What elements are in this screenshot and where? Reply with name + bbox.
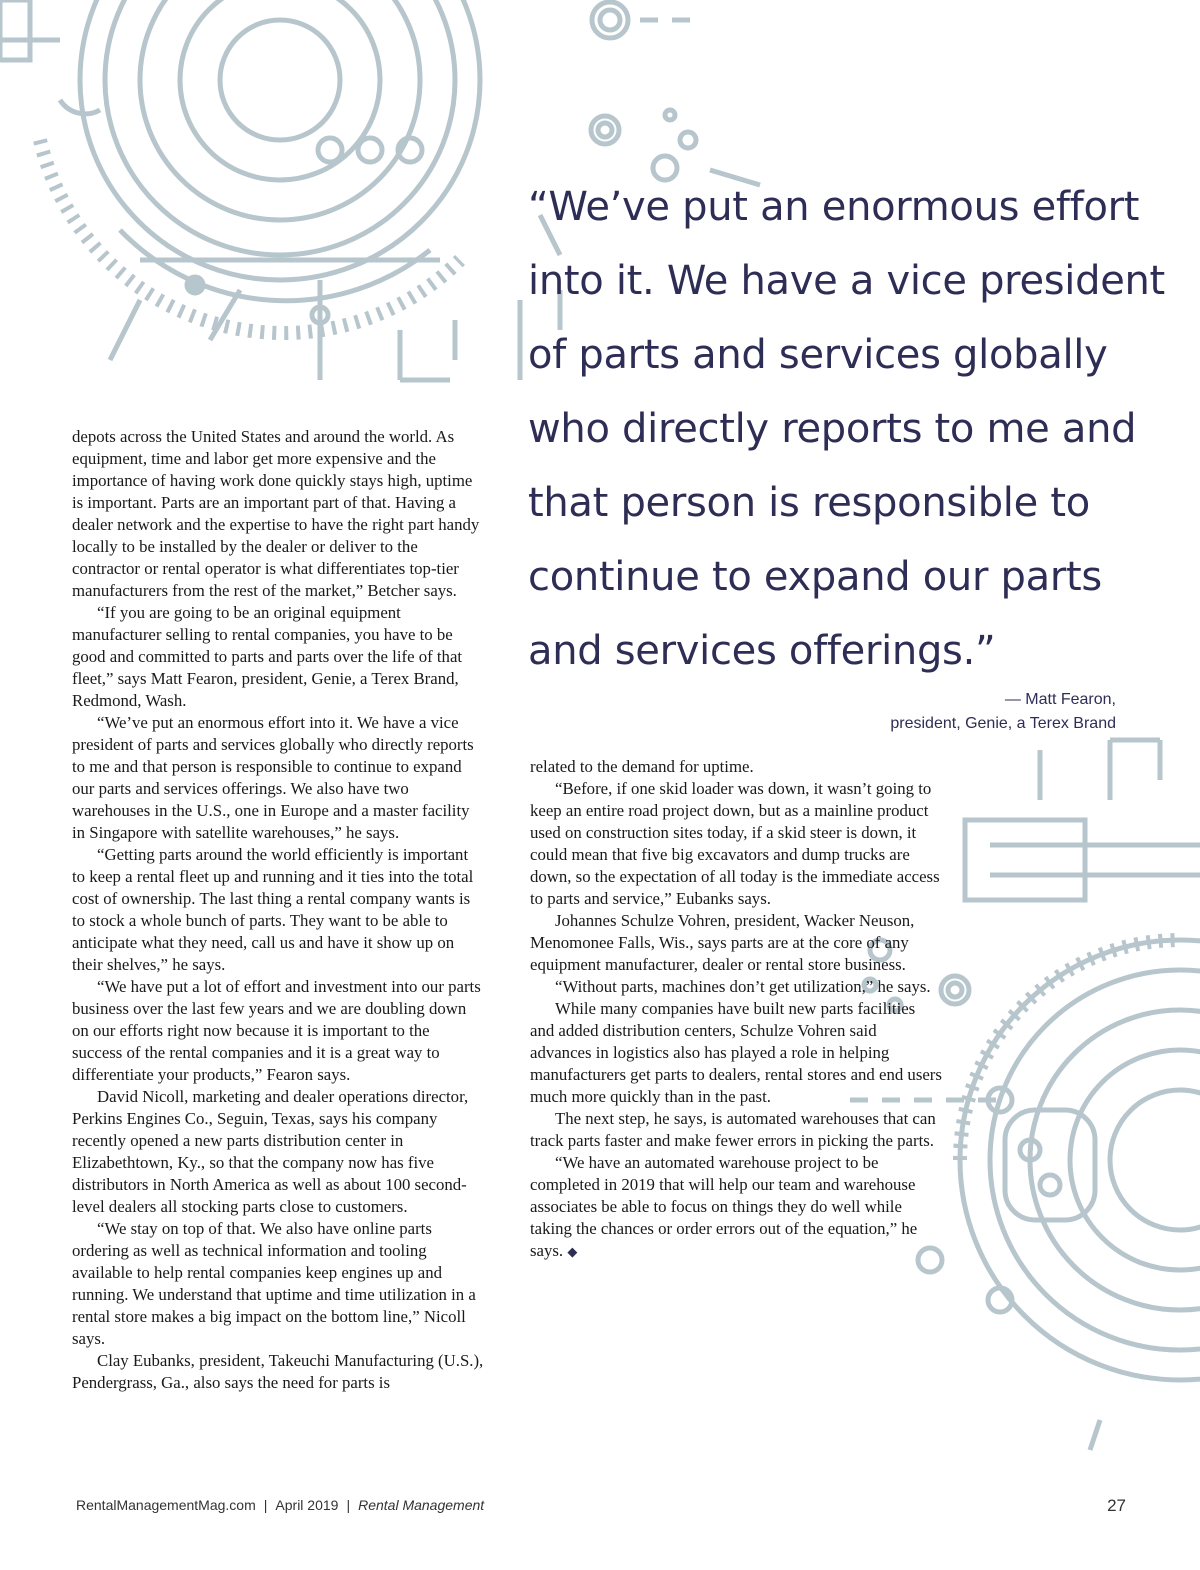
pull-quote-line: into it. We have a vice president (528, 258, 1165, 304)
article-paragraph: “If you are going to be an original equipment manufacturer selling to rental companies, you have to be good and committed to parts and parts over the life of that fleet,” says Matt Fearon, president, Genie, a Terex Brand, Redmond, Wash. (72, 603, 463, 710)
article-paragraph-last (530, 1152, 942, 1264)
attribution-name: — Matt Fearon, (1004, 691, 1116, 708)
end-mark-icon: ◆ (567, 1245, 578, 1260)
article-paragraph: “We have put a lot of effort and investment into our parts business over the last few years and we are doubling down on our efforts right now because it is important to the success of the rental companies and it is a great way to differentiate your products,” Fearon says. (72, 977, 481, 1084)
page-number: 27 (1107, 1496, 1126, 1515)
footer-separator: | (346, 1497, 351, 1513)
article-paragraph: Johannes Schulze Vohren, president, Wacker Neuson, Menomonee Falls, Wis., says parts are at the core of any equipment manufacturer, dealer or rental store business. (530, 911, 915, 974)
article-paragraph: “Before, if one skid loader was down, it wasn’t going to keep an entire road project down, but as a mainline product used on construction sites today, if a skid steer is down, it could mean that five big excavators and dump trucks are down, so the expectation of all today is the immediate access to parts and service,” Eubanks says. (530, 779, 940, 908)
article-paragraph: “Getting parts around the world efficiently is important to keep a rental fleet up and running and it ties into the total cost of ownership. The last thing a rental company wants is to stock a whole bunch of parts. They want to be able to anticipate what they need, call us and have it show up on their shelves,” he says. (72, 845, 474, 974)
article-column-left (72, 426, 484, 1394)
article-paragraph: depots across the United States and around the world. As equipment, time and labor get more expensive and the importance of having work done quickly stays high, uptime is important. Parts are an important part of that. Having a dealer network and the expertise to have the right part handy locally to be installed by the dealer or deliver to the contractor or rental operator is what differentiates top-tier manufacturers from the rest of the market,” Betcher says. (72, 427, 480, 600)
pull-quote-line: who directly reports to me and (528, 406, 1137, 452)
pull-quote (528, 170, 1168, 688)
footer-separator: | (263, 1497, 268, 1513)
page-footer (76, 1497, 484, 1513)
pull-quote-line: continue to expand our parts (528, 554, 1102, 600)
pull-quote-attribution (890, 688, 1116, 736)
pull-quote-line: that person is responsible to (528, 480, 1090, 526)
article-paragraph: “We’ve put an enormous effort into it. We have a vice president of parts and services globally who directly reports to me and that person is responsible to continue to expand our parts and services offerings. We also have two warehouses in the U.S., one in Europe and a master facility in Singapore with satellite warehouses,” he says. (72, 713, 474, 842)
footer-magazine: Rental Management (358, 1497, 485, 1513)
pull-quote-line: and services offerings.” (528, 628, 996, 674)
article-paragraph: “Without parts, machines don’t get utilization,” he says. (555, 977, 931, 996)
article-paragraph: Clay Eubanks, president, Takeuchi Manufacturing (U.S.), Pendergrass, Ga., also says the need for parts is (72, 1351, 484, 1392)
pull-quote-line: “We’ve put an enormous effort (528, 184, 1140, 230)
pull-quote-line: of parts and services globally (528, 332, 1108, 378)
attribution-title: president, Genie, a Terex Brand (890, 715, 1116, 732)
article-column-right (530, 756, 942, 1264)
footer-issue: April 2019 (275, 1497, 339, 1513)
article-paragraph: related to the demand for uptime. (530, 757, 754, 776)
article-paragraph: While many companies have built new parts facilities and added distribution centers, Schulze Vohren said advances in logistics also has played a role in helping manufacturers get parts to dealers, rental stores and end users much more quickly than in the past. (530, 999, 942, 1106)
footer-site: RentalManagementMag.com (76, 1497, 256, 1513)
article-paragraph: “We stay on top of that. We also have online parts ordering as well as technical information and tooling available to help rental companies keep engines up and running. We understand that uptime and time utilization in a rental store makes a big impact on the bottom line,” Nicoll says. (72, 1219, 476, 1348)
article-paragraph: David Nicoll, marketing and dealer operations director, Perkins Engines Co., Seguin, Texas, says his company recently opened a new parts distribution center in Elizabethtown, Ky., so that the company now has five distributors in North America as well as about 100 second-level dealers all stocking parts close to customers. (72, 1087, 469, 1216)
article-paragraph-text: “We have an automated warehouse project to be completed in 2019 that will help our team and warehouse associates be able to focus on things they do well while taking the chances or order errors out of the equation,” he says. (530, 1153, 918, 1260)
article-paragraph: The next step, he says, is automated warehouses that can track parts faster and make fewer errors in picking the parts. (530, 1109, 936, 1150)
